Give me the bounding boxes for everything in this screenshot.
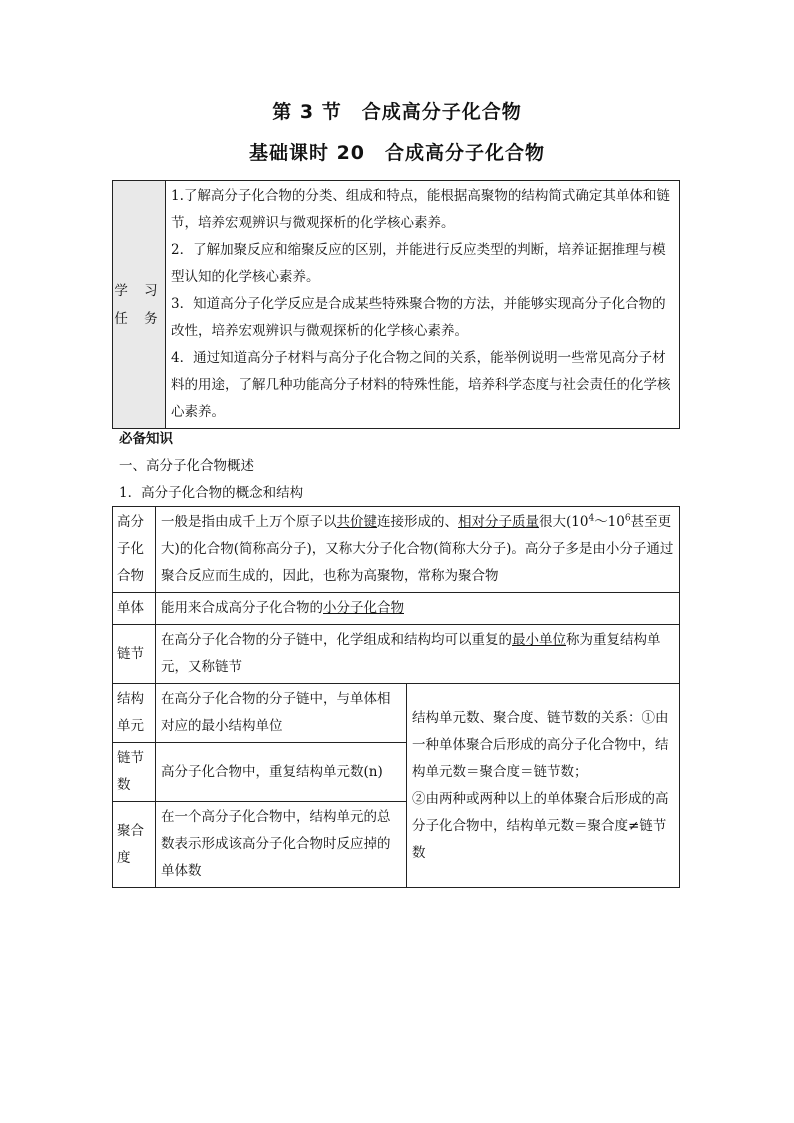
term-polymer: 高分子化合物 bbox=[113, 507, 156, 593]
learning-tasks-label-line2: 任 务 bbox=[114, 310, 164, 327]
task-item-2: 2．了解加聚反应和缩聚反应的区别，并能进行反应类型的判断，培养证据推理与模型认知的化学核心素养。 bbox=[171, 242, 666, 285]
section-title: 第 3 节 合成高分子化合物 bbox=[272, 101, 522, 123]
lesson-title: 基础课时 20 合成高分子化合物 bbox=[248, 142, 546, 164]
term-degree-of-polymerization: 聚合度 bbox=[113, 802, 156, 888]
learning-tasks-table bbox=[112, 180, 680, 429]
term-structural-unit: 结构单元 bbox=[113, 684, 156, 743]
definition-chain-link-count: 高分子化合物中，重复结构单元数(n) bbox=[156, 743, 407, 802]
subsection-heading-1: 1．高分子化合物的概念和结构 bbox=[119, 485, 304, 501]
definition-degree-of-polymerization: 在一个高分子化合物中，结构单元的总数表示形成该高分子化合物时反应掉的单体数 bbox=[156, 802, 407, 888]
definition-monomer: 能用来合成高分子化合物的小分子化合物 bbox=[156, 593, 680, 625]
term-monomer: 单体 bbox=[113, 593, 156, 625]
table-row bbox=[113, 684, 680, 743]
task-item-1: 1.了解高分子化合物的分类、组成和特点，能根据高聚物的结构简式确定其单体和链节，培养宏观辨识与微观探析的化学核心素养。 bbox=[171, 188, 670, 231]
section-heading-1: 一、高分子化合物概述 bbox=[119, 458, 254, 474]
learning-tasks-content bbox=[166, 181, 680, 429]
definition-structural-unit: 在高分子化合物的分子链中，与单体相对应的最小结构单位 bbox=[156, 684, 407, 743]
definition-chain-link: 在高分子化合物的分子链中，化学组成和结构均可以重复的最小单位称为重复结构单元，又称链节 bbox=[156, 625, 680, 684]
task-item-4: 4．通过知道高分子材料与高分子化合物之间的关系，能举例说明一些常见高分子材料的用途，了解几种功能高分子材料的特殊性能，培养科学态度与社会责任的化学核心素养。 bbox=[171, 350, 671, 420]
knowledge-heading: 必备知识 bbox=[119, 431, 173, 447]
learning-tasks-label bbox=[113, 181, 166, 429]
learning-tasks-label-line1: 学 习 bbox=[114, 282, 164, 299]
concept-structure-table bbox=[112, 506, 680, 888]
term-chain-link: 链节 bbox=[113, 625, 156, 684]
table-row bbox=[113, 625, 680, 684]
definition-polymer: 一般是指由成千上万个原子以共价键连接形成的、相对分子质量很大($10^4\sim 10^6$甚至更大)的化合物(简称高分子)，又称大分子化合物(简称大分子)。高分子多是由小分子通过聚合反应而生成的，因此，也称为高聚物，常称为聚合物 bbox=[156, 507, 680, 593]
table-row bbox=[113, 507, 680, 593]
table-row bbox=[113, 593, 680, 625]
relationship-note: 结构单元数、聚合度、链节数的关系：①由一种单体聚合后形成的高分子化合物中，结构单元数＝聚合度＝链节数； ②由两种或两种以上的单体聚合后形成的高分子化合物中，结构单元数＝聚合度≠链节数 bbox=[407, 684, 680, 888]
task-item-3: 3．知道高分子化学反应是合成某些特殊聚合物的方法，并能够实现高分子化合物的改性，培养宏观辨识与微观探析的化学核心素养。 bbox=[171, 296, 666, 339]
term-chain-link-count: 链节数 bbox=[113, 743, 156, 802]
